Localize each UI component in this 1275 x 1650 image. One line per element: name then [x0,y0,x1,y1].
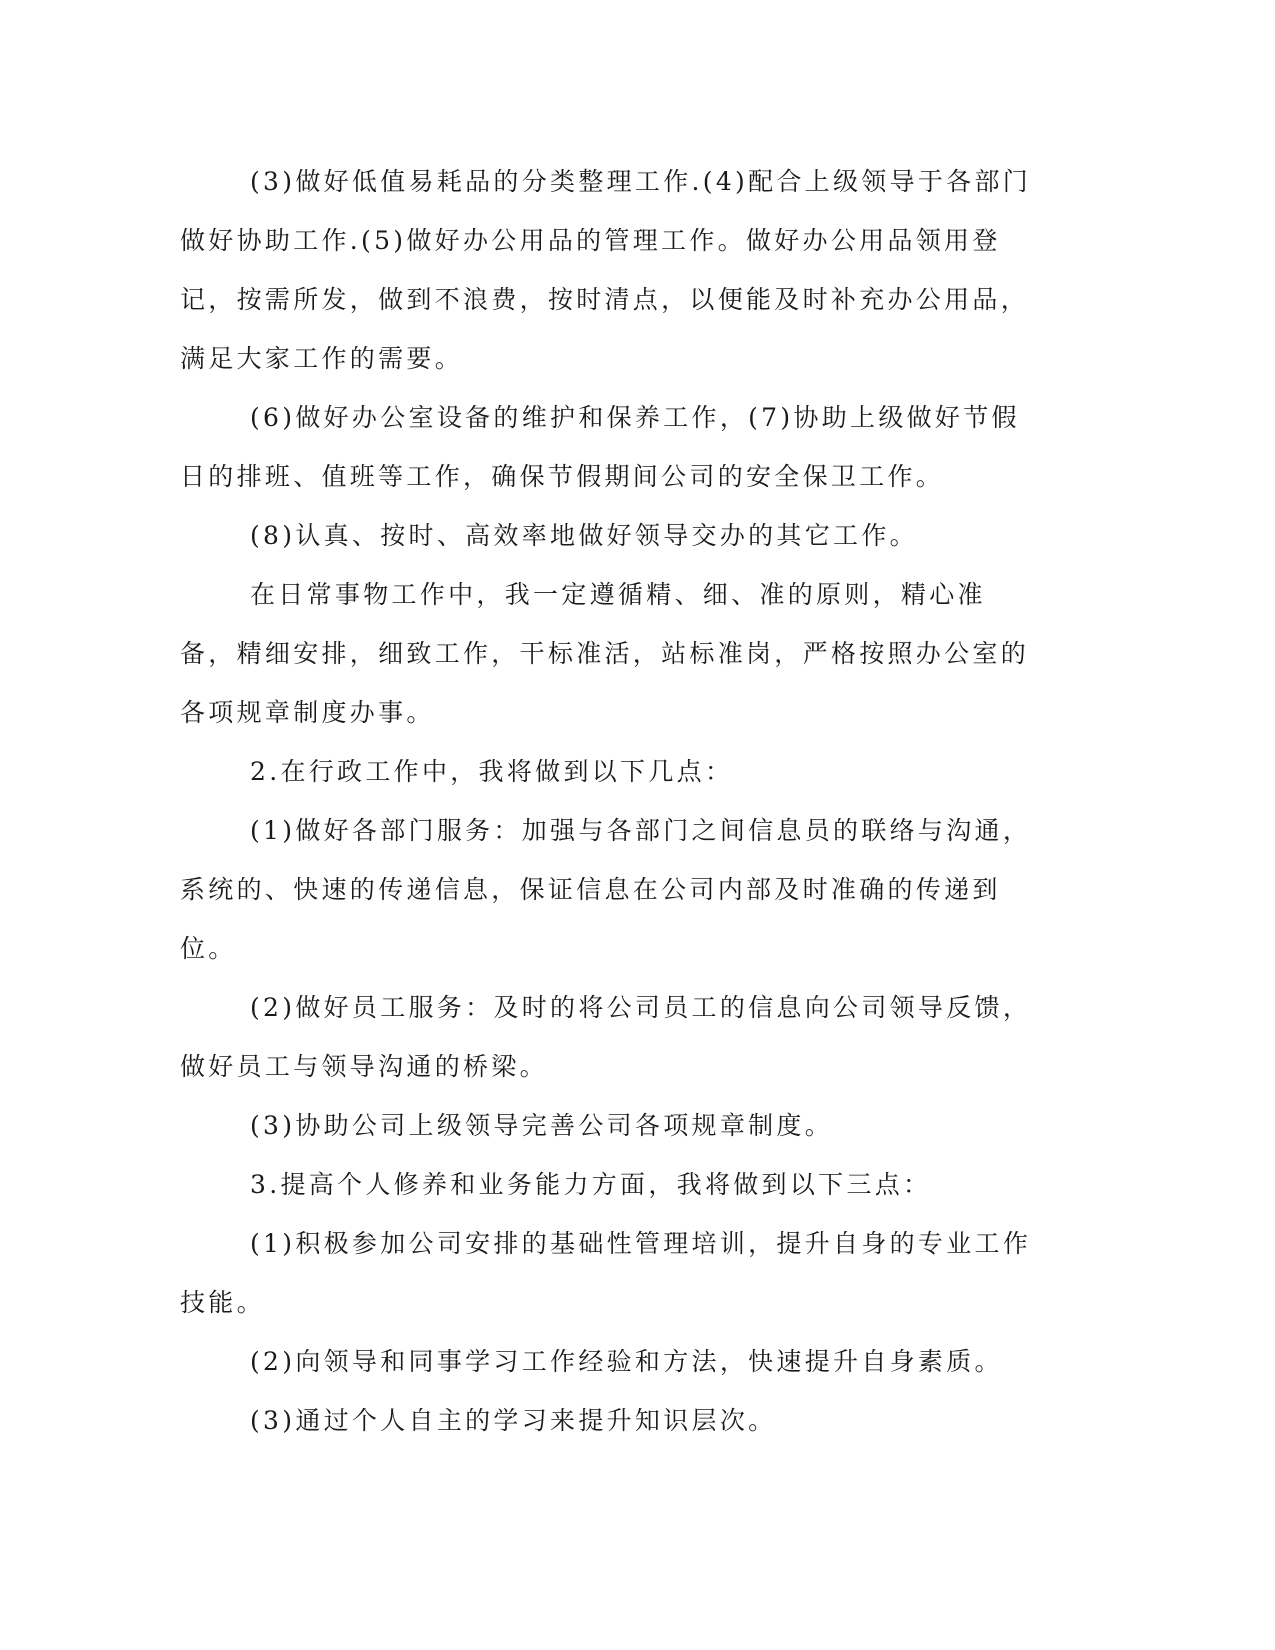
paragraph-employee-service: (2)做好员工服务：及时的将公司员工的信息向公司领导反馈，做好员工与领导沟通的桥梁。 [180,993,1032,1081]
paragraph-learning-from-colleagues: (2)向领导和同事学习工作经验和方法，快速提升自身素质。 [250,1347,1003,1376]
document-page [180,152,1040,1452]
heading-administrative-work: 2.在行政工作中，我将做到以下几点： [250,757,734,786]
paragraph-self-study: (3)通过个人自主的学习来提升知识层次。 [250,1406,777,1435]
paragraph-daily-affairs: 在日常事物工作中，我一定遵循精、细、准的原则，精心准备，精细安排，细致工作，干标准活，站标准岗，严格按照办公室的各项规章制度办事。 [180,580,1030,727]
paragraph-training: (1)积极参加公司安排的基础性管理培训，提升自身的专业工作技能。 [180,1229,1032,1317]
paragraph-rules-improvement: (3)协助公司上级领导完善公司各项规章制度。 [250,1111,834,1140]
paragraph-office-supplies: (3)做好低值易耗品的分类整理工作.(4)配合上级领导于各部门做好协助工作.(5)做好办公用品的管理工作。做好办公用品领用登记，按需所发，做到不浪费，按时清点，以便能及时补充办公用品，满足大家工作的需要。 [180,167,1032,373]
paragraph-other-tasks: (8)认真、按时、高效率地做好领导交办的其它工作。 [250,521,918,550]
paragraph-equipment-maintenance: (6)做好办公室设备的维护和保养工作，(7)协助上级做好节假日的排班、值班等工作，确保节假期间公司的安全保卫工作。 [180,403,1020,491]
heading-personal-development: 3.提高个人修养和业务能力方面，我将做到以下三点： [250,1170,932,1199]
paragraph-department-service: (1)做好各部门服务：加强与各部门之间信息员的联络与沟通，系统的、快速的传递信息，保证信息在公司内部及时准确的传递到位。 [180,816,1032,963]
